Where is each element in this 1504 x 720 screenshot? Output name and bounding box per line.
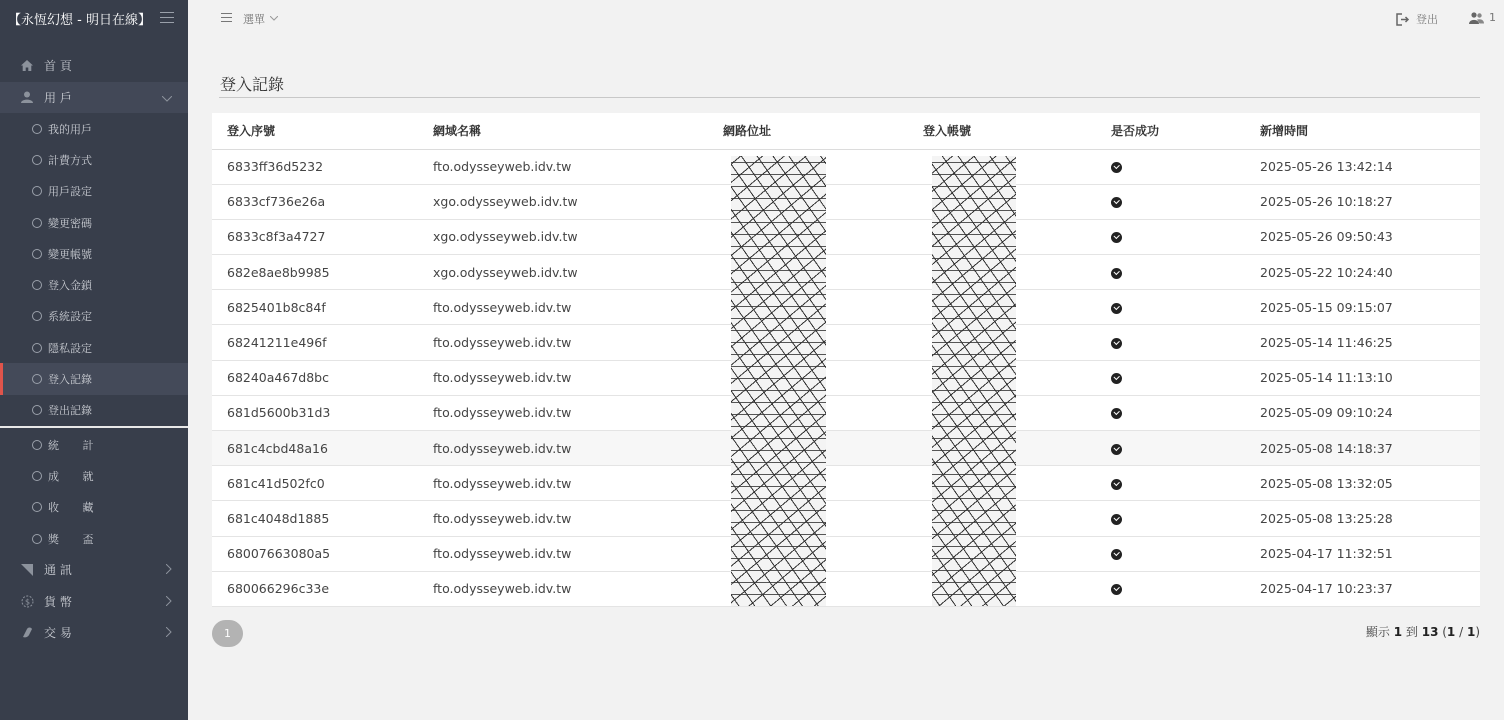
nav-item-label: 貨 幣 [44, 594, 72, 609]
cell-domain: fto.odysseyweb.idv.tw [433, 360, 723, 395]
sidebar-subitem-label: 用戶設定 [48, 185, 92, 199]
pager-to-word: 到 [1405, 625, 1418, 639]
sidebar-subitem[interactable] [0, 492, 188, 523]
sidebar-subitem[interactable] [0, 207, 188, 238]
cell-success [1111, 431, 1260, 466]
redacted-ip-column [731, 156, 826, 606]
check-circle-icon [1111, 162, 1122, 173]
cell-created-time: 2025-04-17 10:23:37 [1260, 571, 1480, 606]
cell-domain: fto.odysseyweb.idv.tw [433, 290, 723, 325]
pagination-info: 顯示 1 到 13 (1 / 1) [1365, 625, 1480, 639]
table-row[interactable] [212, 466, 1480, 501]
cell-login-id: 68007663080a5 [212, 536, 433, 571]
table-body [212, 149, 1480, 606]
table-row[interactable] [212, 184, 1480, 219]
check-circle-icon [1111, 338, 1122, 349]
menu-label: 選單 [243, 13, 265, 26]
sidebar-subitem-label: 成 就 [48, 469, 104, 483]
page-button[interactable]: 1 [212, 620, 243, 647]
circle-icon [32, 186, 42, 196]
menu-toggle[interactable] [221, 11, 278, 27]
cell-created-time: 2025-05-26 10:18:27 [1260, 184, 1480, 219]
cell-login-id: 681c41d502fc0 [212, 466, 433, 501]
user-icon [20, 90, 34, 104]
cell-success [1111, 360, 1260, 395]
check-circle-icon [1111, 444, 1122, 455]
sidebar-subitem[interactable] [0, 176, 188, 207]
cell-login-id: 682e8ae8b9985 [212, 255, 433, 290]
logout-icon [1396, 13, 1410, 26]
table-row[interactable] [212, 290, 1480, 325]
circle-icon [32, 405, 42, 415]
column-header-ip-address[interactable]: 網路位址 [723, 113, 923, 149]
nav-item[interactable] [0, 586, 188, 618]
circle-icon [32, 124, 42, 134]
check-circle-icon [1111, 408, 1122, 419]
cell-created-time: 2025-05-14 11:13:10 [1260, 360, 1480, 395]
cell-domain: fto.odysseyweb.idv.tw [433, 149, 723, 184]
sidebar-subitem-label: 登出記錄 [48, 404, 92, 418]
cell-domain: xgo.odysseyweb.idv.tw [433, 184, 723, 219]
cell-domain: fto.odysseyweb.idv.tw [433, 325, 723, 360]
cell-success [1111, 255, 1260, 290]
cell-domain: fto.odysseyweb.idv.tw [433, 466, 723, 501]
main-content [188, 36, 1504, 720]
sidebar-subitem[interactable] [0, 523, 188, 554]
column-header-account[interactable]: 登入帳號 [923, 113, 1111, 149]
cell-domain: fto.odysseyweb.idv.tw [433, 536, 723, 571]
sidebar-subitem[interactable] [0, 429, 188, 460]
check-circle-icon [1111, 268, 1122, 279]
sidebar-subitem[interactable] [0, 113, 188, 144]
user-submenu [0, 113, 188, 426]
pager-pages: 1 [1466, 625, 1476, 639]
brand-title: 【永恆幻想 - 明日在線】 [8, 12, 151, 28]
bottom-nav [0, 554, 188, 649]
sidebar-subitem[interactable] [0, 460, 188, 491]
check-circle-icon [1111, 197, 1122, 208]
cell-created-time: 2025-05-26 09:50:43 [1260, 219, 1480, 254]
circle-icon [32, 502, 42, 512]
title-divider [219, 97, 1480, 98]
table-row[interactable] [212, 395, 1480, 430]
cell-success [1111, 184, 1260, 219]
nav-item-label: 交 易 [44, 626, 72, 641]
check-circle-icon [1111, 514, 1122, 525]
online-users[interactable] [1469, 11, 1496, 24]
sidebar-subitem[interactable] [0, 238, 188, 269]
check-circle-icon [1111, 303, 1122, 314]
cell-login-id: 6833c8f3a4727 [212, 219, 433, 254]
circle-icon [32, 249, 42, 259]
circle-icon [32, 534, 42, 544]
cell-created-time: 2025-05-08 14:18:37 [1260, 431, 1480, 466]
column-header-success[interactable]: 是否成功 [1111, 113, 1260, 149]
chevron-down-icon [162, 91, 172, 105]
cell-success [1111, 536, 1260, 571]
column-header-created-time[interactable]: 新增時間 [1260, 113, 1480, 149]
sidebar-subitem[interactable] [0, 144, 188, 175]
table-row[interactable] [212, 571, 1480, 606]
check-circle-icon [1111, 232, 1122, 243]
nav-item-label: 首 頁 [44, 59, 72, 74]
chevron-right-icon [166, 563, 172, 577]
check-circle-icon [1111, 549, 1122, 560]
home-icon [20, 59, 34, 73]
sidebar-subitem-label: 隱私設定 [48, 341, 92, 355]
extra-submenu [0, 429, 188, 554]
cell-success [1111, 571, 1260, 606]
cell-login-id: 68241211e496f [212, 325, 433, 360]
pager-to: 13 [1421, 625, 1439, 639]
sidebar-subitem[interactable] [0, 269, 188, 300]
circle-icon [32, 343, 42, 353]
pager-from: 1 [1393, 625, 1403, 639]
cell-login-id: 681c4048d1885 [212, 501, 433, 536]
cell-created-time: 2025-04-17 11:32:51 [1260, 536, 1480, 571]
circle-icon [32, 311, 42, 321]
sidebar-subitem[interactable] [0, 395, 188, 426]
circle-icon [32, 280, 42, 290]
table-row[interactable] [212, 149, 1480, 184]
sidebar-subitem-label: 變更帳號 [48, 247, 92, 261]
sidebar-divider [0, 426, 188, 428]
circle-icon [32, 471, 42, 481]
cell-success [1111, 219, 1260, 254]
check-circle-icon [1111, 373, 1122, 384]
sidebar-subitem-label: 計費方式 [48, 153, 92, 167]
top-bar [188, 0, 1504, 36]
table-row[interactable] [212, 360, 1480, 395]
check-circle-icon [1111, 479, 1122, 490]
sidebar-subitem[interactable] [0, 332, 188, 363]
logout-button[interactable] [1396, 11, 1438, 27]
user-count: 1 [1489, 11, 1496, 24]
cell-success [1111, 466, 1260, 501]
cell-login-id: 680066296c33e [212, 571, 433, 606]
table-row[interactable] [212, 255, 1480, 290]
sidebar-collapse-icon[interactable] [160, 12, 174, 23]
cell-success [1111, 149, 1260, 184]
sidebar-subitem-label: 變更密碼 [48, 216, 92, 230]
sidebar-subitem-label: 登入記錄 [48, 373, 92, 387]
cell-login-id: 6833cf736e26a [212, 184, 433, 219]
nav-item-user[interactable] [0, 82, 188, 114]
users-icon [1469, 12, 1484, 24]
nav-item[interactable] [0, 617, 188, 649]
coin-icon [20, 594, 34, 608]
cell-login-id: 6833ff36d5232 [212, 149, 433, 184]
column-header-domain[interactable]: 網域名稱 [433, 113, 723, 149]
cell-login-id: 6825401b8c84f [212, 290, 433, 325]
logout-label: 登出 [1416, 13, 1438, 26]
sidebar-subitem-label: 統 計 [48, 438, 104, 452]
handshake-icon [20, 626, 34, 640]
cell-domain: xgo.odysseyweb.idv.tw [433, 255, 723, 290]
table-row[interactable] [212, 431, 1480, 466]
circle-icon [32, 374, 42, 384]
cell-login-id: 68240a467d8bc [212, 360, 433, 395]
circle-icon [32, 218, 42, 228]
cell-created-time: 2025-05-14 11:46:25 [1260, 325, 1480, 360]
page-title: 登入記錄 [220, 75, 285, 94]
cell-domain: fto.odysseyweb.idv.tw [433, 431, 723, 466]
cell-domain: fto.odysseyweb.idv.tw [433, 571, 723, 606]
triangle-icon [20, 563, 34, 577]
column-header-login-id[interactable]: 登入序號 [212, 113, 433, 149]
redacted-account-column [932, 156, 1016, 606]
sidebar-subitem-label: 登入金鎖 [48, 279, 92, 293]
cell-created-time: 2025-05-09 09:10:24 [1260, 395, 1480, 430]
cell-created-time: 2025-05-08 13:25:28 [1260, 501, 1480, 536]
sidebar-subitem-label: 系統設定 [48, 310, 92, 324]
cell-domain: fto.odysseyweb.idv.tw [433, 501, 723, 536]
check-circle-icon [1111, 584, 1122, 595]
pager-page: 1 [1446, 625, 1456, 639]
sidebar-subitem[interactable] [0, 363, 188, 394]
sidebar [0, 0, 188, 720]
cell-success [1111, 290, 1260, 325]
cell-created-time: 2025-05-26 13:42:14 [1260, 149, 1480, 184]
chevron-right-icon [166, 595, 172, 609]
table-header-row [212, 113, 1480, 149]
cell-domain: xgo.odysseyweb.idv.tw [433, 219, 723, 254]
cell-created-time: 2025-05-08 13:32:05 [1260, 466, 1480, 501]
chevron-down-icon [270, 14, 278, 24]
login-records-table [212, 113, 1480, 607]
cell-login-id: 681d5600b31d3 [212, 395, 433, 430]
nav-item-label: 通 訊 [44, 563, 72, 578]
sidebar-subitem-label: 我的用戶 [48, 122, 92, 136]
sidebar-subitem-label: 收 藏 [48, 501, 104, 515]
cell-success [1111, 395, 1260, 430]
sidebar-subitem-label: 獎 盃 [48, 532, 104, 546]
circle-icon [32, 155, 42, 165]
cell-created-time: 2025-05-22 10:24:40 [1260, 255, 1480, 290]
chevron-right-icon [166, 626, 172, 640]
nav-item[interactable] [0, 554, 188, 586]
nav-item-home[interactable] [0, 50, 188, 82]
menu-icon [221, 13, 232, 25]
table-row[interactable] [212, 501, 1480, 536]
nav-item-label: 用 戶 [44, 90, 72, 105]
svg-text:$: $ [24, 597, 30, 607]
sidebar-subitem[interactable] [0, 301, 188, 332]
table-row[interactable] [212, 325, 1480, 360]
cell-created-time: 2025-05-15 09:15:07 [1260, 290, 1480, 325]
cell-success [1111, 501, 1260, 536]
table-row[interactable] [212, 219, 1480, 254]
brand [0, 0, 188, 36]
pager-prefix: 顯示 [1365, 625, 1390, 639]
cell-success [1111, 325, 1260, 360]
circle-icon [32, 440, 42, 450]
cell-domain: fto.odysseyweb.idv.tw [433, 395, 723, 430]
table-row[interactable] [212, 536, 1480, 571]
cell-login-id: 681c4cbd48a16 [212, 431, 433, 466]
